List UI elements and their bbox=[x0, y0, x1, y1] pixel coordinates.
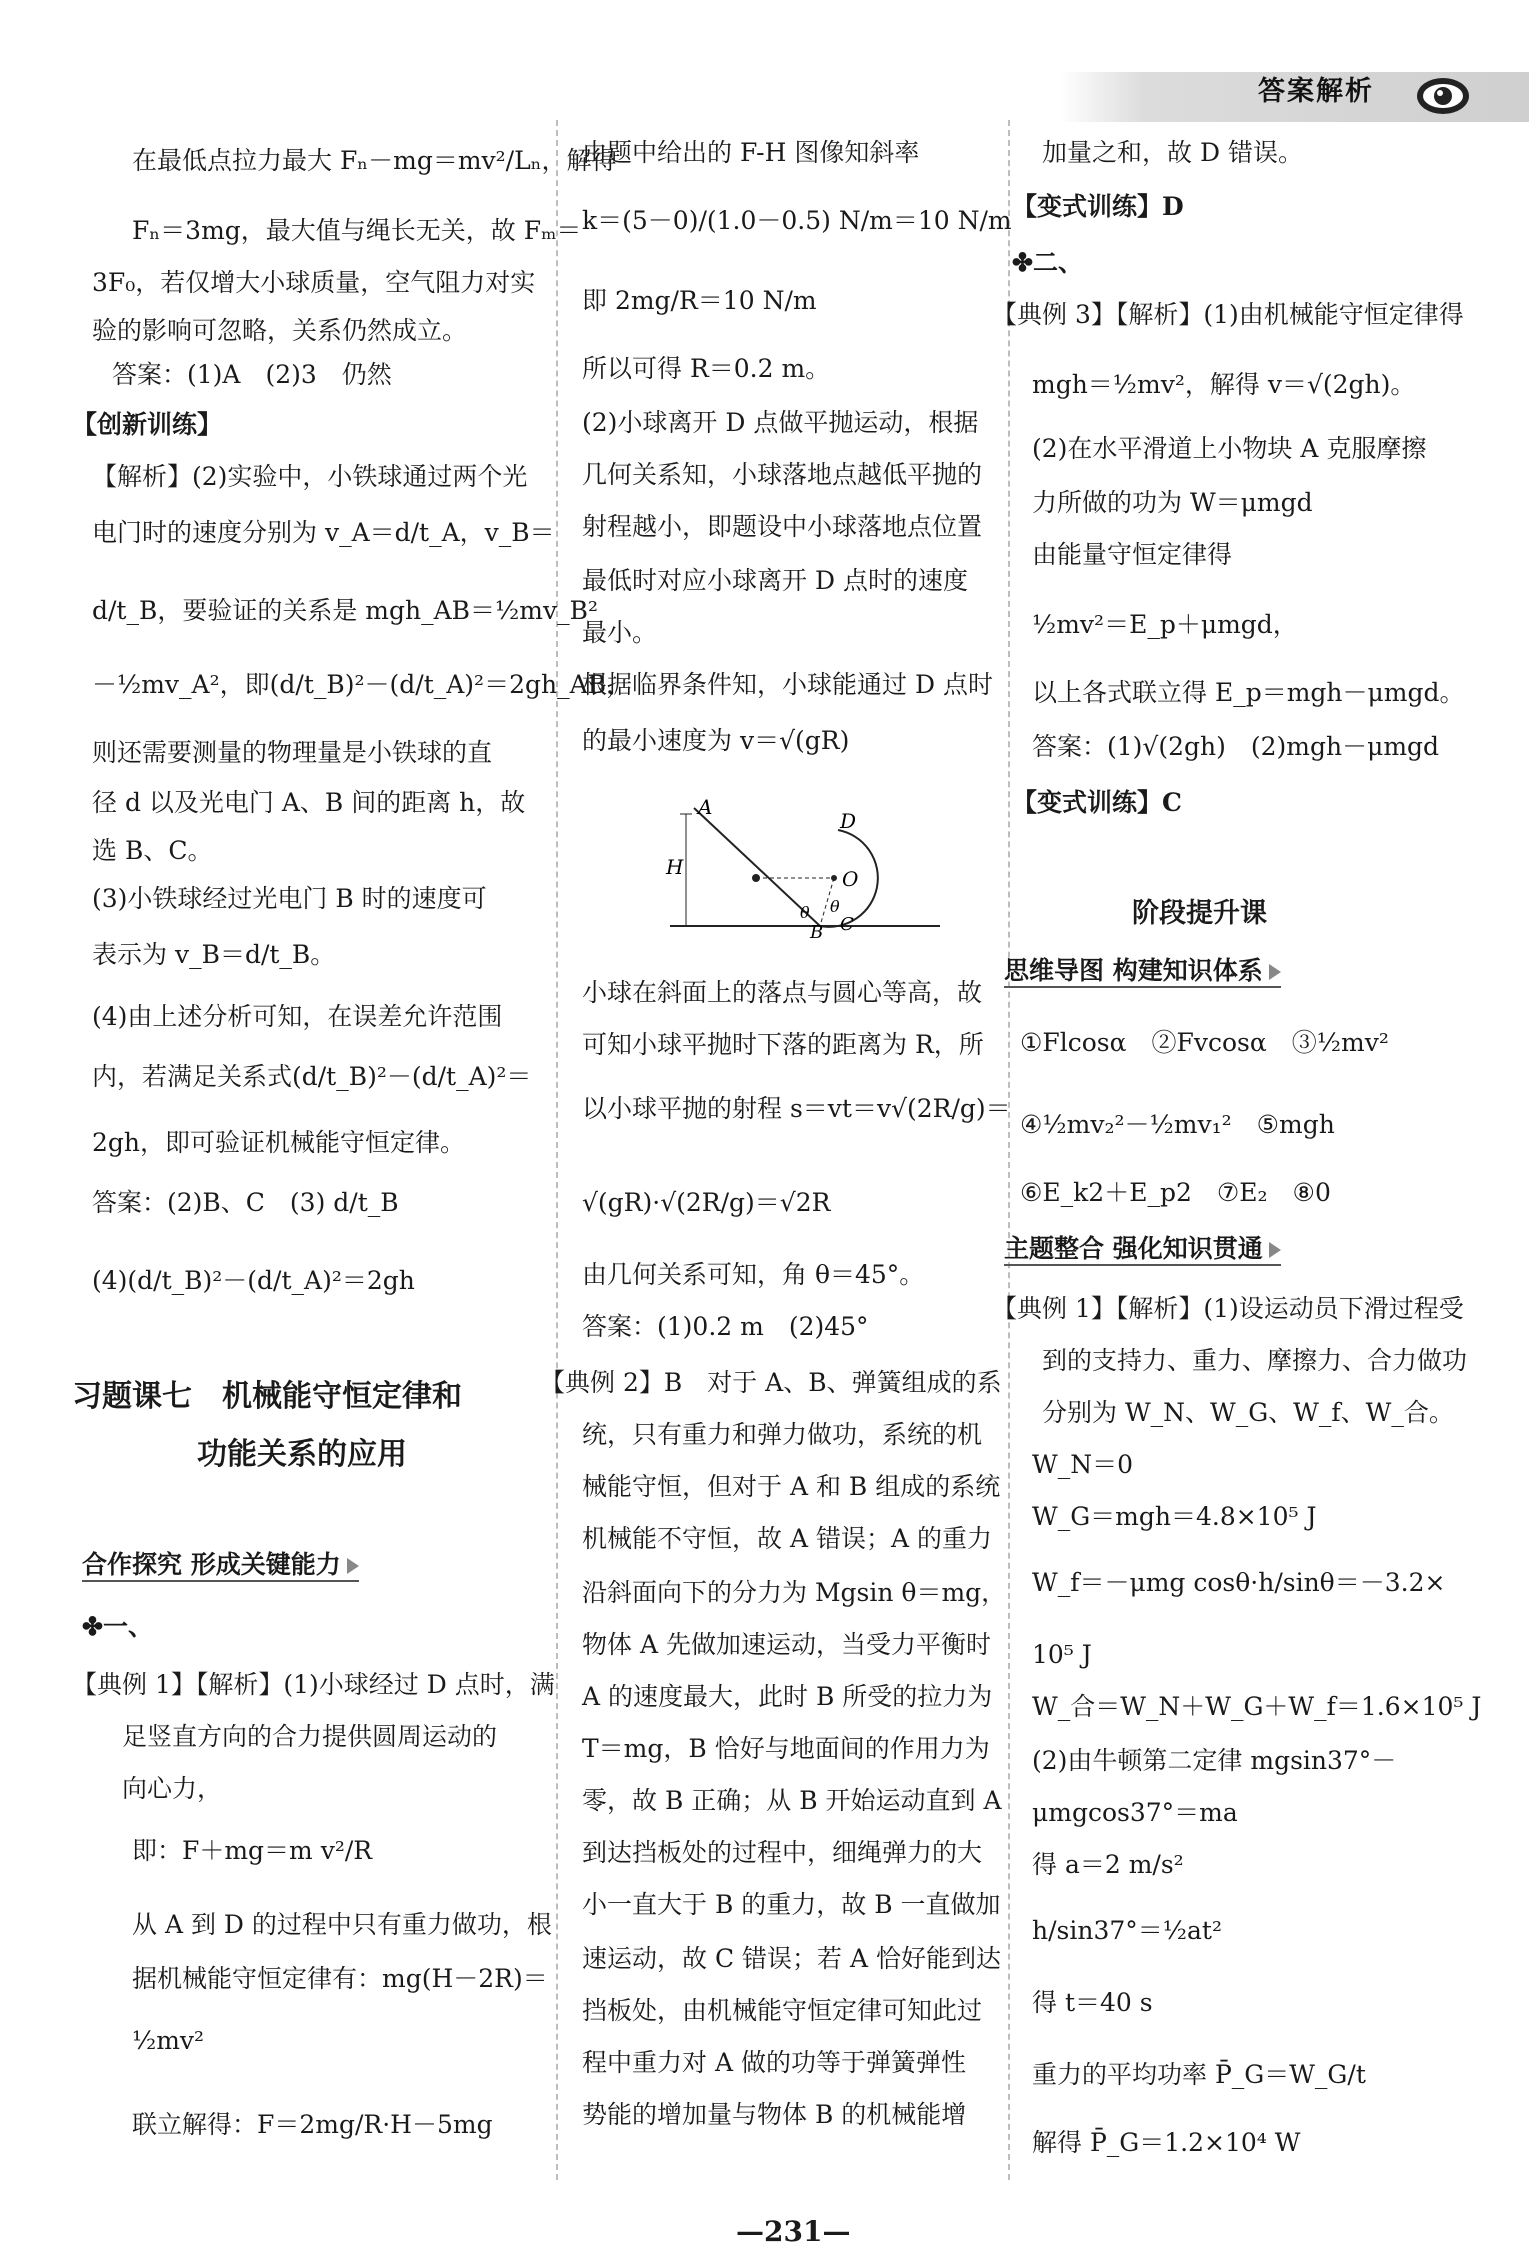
text-line: 【典例 2】B 对于 A、B、弹簧组成的系 bbox=[540, 1368, 1002, 1397]
section-heading: 思维导图 构建知识体系 bbox=[1004, 958, 1281, 988]
text-line: 据机械能守恒定律有：mg(H－2R)＝ bbox=[132, 1964, 548, 1993]
formula-line: 以小球平抛的射程 s＝vt＝v√(2R/g)＝ bbox=[582, 1094, 1011, 1123]
formula-line: h/sin37°＝½at² bbox=[1032, 1916, 1222, 1945]
chapter-title: 习题课七 机械能守恒定律和 bbox=[72, 1379, 462, 1414]
formula-line: 得 t＝40 s bbox=[1032, 1988, 1153, 2017]
figure-label-theta-2: θ bbox=[830, 897, 840, 916]
text-line: 验的影响可忽略，关系仍然成立。 bbox=[92, 316, 468, 345]
text-line: 最低时对应小球离开 D 点时的速度 bbox=[582, 566, 968, 595]
text-line: 机械能不守恒，故 A 错误；A 的重力 bbox=[582, 1524, 992, 1553]
formula-line: mgh＝½mv²，解得 v＝√(2gh)。 bbox=[1032, 370, 1416, 399]
text-line: 到达挡板处的过程中，细绳弹力的大 bbox=[582, 1838, 983, 1867]
text-line: 统，只有重力和弹力做功，系统的机 bbox=[582, 1420, 983, 1449]
text-line: (2)小球离开 D 点做平抛运动，根据 bbox=[582, 408, 979, 437]
text-line: 小球在斜面上的落点与圆心等高，故 bbox=[582, 978, 983, 1007]
section-heading: 主题整合 强化知识贯通 bbox=[1004, 1236, 1281, 1266]
text-line: 则还需要测量的物理量是小铁球的直 bbox=[92, 738, 493, 767]
text-line: 到的支持力、重力、摩擦力、合力做功 bbox=[1042, 1346, 1468, 1375]
answer-line: 答案：(1)A (2)3 仍然 bbox=[112, 360, 392, 389]
formula-line: ④½mv₂²－½mv₁² ⑤mgh bbox=[1020, 1110, 1335, 1139]
section-number: ✤二、 bbox=[1012, 248, 1083, 277]
column-divider bbox=[556, 120, 558, 2180]
text-line: 速运动，故 C 错误；若 A 恰好能到达 bbox=[582, 1944, 1001, 1973]
text-line: (3)小铁球经过光电门 B 时的速度可 bbox=[92, 884, 487, 913]
text-line: 选 B、C。 bbox=[92, 836, 213, 865]
column-divider bbox=[1008, 120, 1010, 2180]
figure-label-o: O bbox=[842, 867, 859, 891]
text-line: 【解析】(2)实验中，小铁球通过两个光 bbox=[92, 462, 528, 491]
text-line: (4)由上述分析可知，在误差允许范围 bbox=[92, 1002, 503, 1031]
text-line: 【典例 1】【解析】(1)小球经过 D 点时，满 bbox=[72, 1670, 555, 1699]
formula-line: ①Flcosα ②Fvcosα ③½mv² bbox=[1020, 1028, 1389, 1057]
text-line: 沿斜面向下的分力为 Mgsin θ＝mg， bbox=[582, 1578, 1007, 1607]
text-line: 所以可得 R＝0.2 m。 bbox=[582, 354, 831, 383]
text-line: －½mv_A²，即(d/t_B)²－(d/t_A)²＝2gh_AB， bbox=[92, 670, 632, 699]
text-line: 根据临界条件知，小球能通过 D 点时 bbox=[582, 670, 993, 699]
text-line: 电门时的速度分别为 v_A＝d/t_A，v_B＝ bbox=[92, 518, 555, 547]
formula-line: μmgcos37°＝ma bbox=[1032, 1798, 1238, 1827]
formula-line: √(gR)·√(2R/g)＝√2R bbox=[582, 1188, 831, 1217]
answer-line: (4)(d/t_B)²－(d/t_A)²＝2gh bbox=[92, 1266, 415, 1295]
text-line: d/t_B，要验证的关系是 mgh_AB＝½mv_B² bbox=[92, 596, 598, 625]
figure-label-h: H bbox=[666, 855, 684, 879]
text-line: 加量之和，故 D 错误。 bbox=[1042, 138, 1303, 167]
formula-line: 联立解得：F＝2mg/R·H－5mg bbox=[132, 2110, 493, 2139]
section-title: 阶段提升课 bbox=[1132, 898, 1267, 929]
formula-line: 重力的平均功率 P̄_G＝W_G/t bbox=[1032, 2060, 1366, 2089]
page-number: —231— bbox=[736, 2215, 851, 2248]
text-line: 以上各式联立得 E_p＝mgh－μmgd。 bbox=[1032, 678, 1465, 707]
text-line: 可知小球平抛时下落的距离为 R，所 bbox=[582, 1030, 984, 1059]
header-title: 答案解析 bbox=[1258, 76, 1374, 107]
formula-line: 10⁵ J bbox=[1032, 1640, 1092, 1669]
formula-line: ⑥E_k2＋E_p2 ⑦E₂ ⑧0 bbox=[1020, 1178, 1331, 1207]
text-line: 势能的增加量与物体 B 的机械能增 bbox=[582, 2100, 967, 2129]
text-line: 最小。 bbox=[582, 618, 658, 647]
text-line: 径 d 以及光电门 A、B 间的距离 h，故 bbox=[92, 788, 526, 817]
formula-line: 得 a＝2 m/s² bbox=[1032, 1850, 1184, 1879]
text-line: 程中重力对 A 做的功等于弹簧弹性 bbox=[582, 2048, 966, 2077]
formula-line: ½mv² bbox=[132, 2026, 205, 2055]
text-line: 由能量守恒定律得 bbox=[1032, 540, 1233, 569]
text-line: 由几何关系可知，角 θ＝45°。 bbox=[582, 1260, 925, 1289]
formula-line: 即 2mg/R＝10 N/m bbox=[582, 286, 817, 315]
text-line: 3F₀，若仅增大小球质量，空气阻力对实 bbox=[92, 268, 536, 297]
section-heading: 合作探究 形成关键能力 bbox=[82, 1552, 359, 1582]
answer-line: 答案：(1)0.2 m (2)45° bbox=[582, 1312, 869, 1341]
section-tag: 【变式训练】C bbox=[1012, 788, 1182, 817]
text-line: 【典例 1】【解析】(1)设运动员下滑过程受 bbox=[992, 1294, 1464, 1323]
section-tag: 【创新训练】 bbox=[72, 410, 223, 439]
text-line: 从 A 到 D 的过程中只有重力做功，根 bbox=[132, 1910, 552, 1939]
section-tag: 【变式训练】D bbox=[1012, 192, 1184, 221]
text-line: 零，故 B 正确；从 B 开始运动直到 A bbox=[582, 1786, 1002, 1815]
formula-line: W_N＝0 bbox=[1032, 1450, 1133, 1479]
text-line: 表示为 v_B＝d/t_B。 bbox=[92, 940, 336, 969]
answer-line: 答案：(2)B、C (3) d/t_B bbox=[92, 1188, 399, 1217]
text-line: Fₙ＝3mg，最大值与绳长无关，故 Fₘ＝ bbox=[132, 216, 582, 245]
text-line: 械能守恒，但对于 A 和 B 组成的系统 bbox=[582, 1472, 1001, 1501]
text-line: 物体 A 先做加速运动，当受力平衡时 bbox=[582, 1630, 991, 1659]
text-line: 分别为 W_N、W_G、W_f、W_合。 bbox=[1042, 1398, 1454, 1427]
formula-line: W_合＝W_N＋W_G＋W_f＝1.6×10⁵ J bbox=[1032, 1692, 1482, 1721]
chapter-subtitle: 功能关系的应用 bbox=[197, 1437, 407, 1472]
figure-label-a: A bbox=[698, 798, 713, 819]
text-line: A 的速度最大，此时 B 所受的拉力为 bbox=[582, 1682, 993, 1711]
formula-line: W_G＝mgh＝4.8×10⁵ J bbox=[1032, 1502, 1317, 1531]
text-line: 在最低点拉力最大 Fₙ－mg＝mv²/Lₙ，解得 bbox=[132, 146, 617, 175]
text-line: 【典例 3】【解析】(1)由机械能守恒定律得 bbox=[992, 300, 1464, 329]
figure-label-c: C bbox=[840, 914, 854, 935]
figure-label-b: B bbox=[810, 922, 824, 938]
text-line: 内，若满足关系式(d/t_B)²－(d/t_A)²＝ bbox=[92, 1062, 532, 1091]
figure-label-theta-1: θ bbox=[800, 903, 810, 922]
section-number: ✤一、 bbox=[82, 1612, 153, 1641]
text-line: 射程越小，即题设中小球落地点位置 bbox=[582, 512, 983, 541]
text-line: 挡板处，由机械能守恒定律可知此过 bbox=[582, 1996, 983, 2025]
text-line: (2)由牛顿第二定律 mgsin37°－ bbox=[1032, 1746, 1397, 1775]
eye-logo-icon bbox=[1413, 74, 1473, 118]
text-line: 足竖直方向的合力提供圆周运动的 bbox=[122, 1722, 498, 1751]
text-line: 力所做的功为 W＝μmgd bbox=[1032, 488, 1313, 517]
formula-line: 解得 P̄_G＝1.2×10⁴ W bbox=[1032, 2128, 1301, 2157]
text-line: 几何关系知，小球落地点越低平抛的 bbox=[582, 460, 983, 489]
figure-label-d: D bbox=[840, 809, 857, 833]
text-line: 的最小速度为 v＝√(gR) bbox=[582, 726, 850, 755]
formula-line: ½mv²＝E_p＋μmgd， bbox=[1032, 610, 1298, 639]
text-line: 向心力， bbox=[122, 1774, 223, 1803]
text-line: 小一直大于 B 的重力，故 B 一直做加 bbox=[582, 1890, 1001, 1919]
formula-line: 即：F＋mg＝m v²/R bbox=[132, 1836, 373, 1865]
answer-line: 答案：(1)√(2gh) (2)mgh－μmgd bbox=[1032, 732, 1440, 761]
text-line: (2)在水平滑道上小物块 A 克服摩擦 bbox=[1032, 434, 1427, 463]
text-line: 由题中给出的 F-H 图像知斜率 bbox=[582, 138, 920, 167]
incline-diagram bbox=[660, 798, 950, 938]
text-line: 2gh，即可验证机械能守恒定律。 bbox=[92, 1128, 466, 1157]
text-line: T＝mg，B 恰好与地面间的作用力为 bbox=[582, 1734, 990, 1763]
formula-line: k＝(5－0)/(1.0－0.5) N/m＝10 N/m bbox=[582, 206, 1012, 235]
formula-line: W_f＝－μmg cosθ·h/sinθ＝－3.2× bbox=[1032, 1568, 1446, 1597]
